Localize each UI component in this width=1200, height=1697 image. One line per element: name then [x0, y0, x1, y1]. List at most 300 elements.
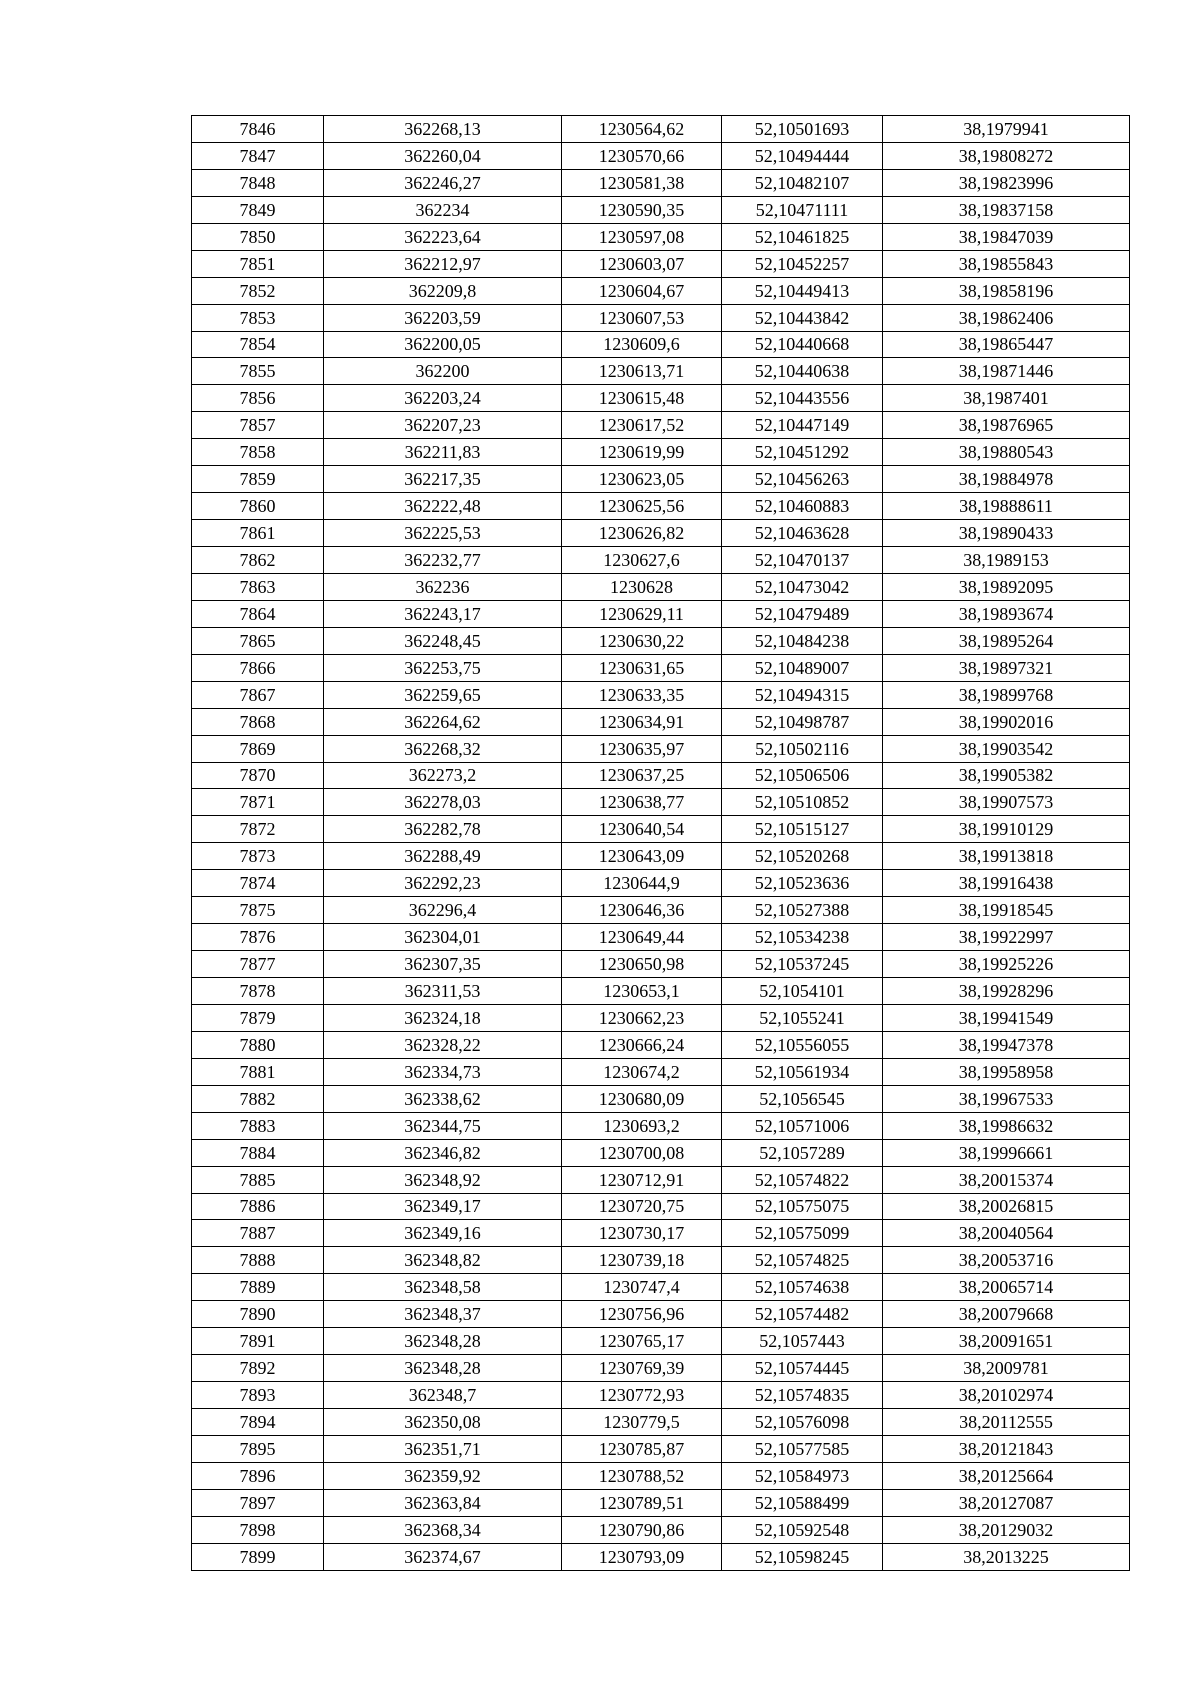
latitude-cell: 52,10494315 [722, 681, 883, 708]
table-row [192, 681, 1130, 708]
longitude-cell: 38,20102974 [883, 1382, 1130, 1409]
y-coordinate-cell: 1230627,6 [562, 547, 722, 574]
table-row [192, 385, 1130, 412]
table-row [192, 654, 1130, 681]
latitude-cell: 52,10576098 [722, 1409, 883, 1436]
latitude-cell: 52,10501693 [722, 116, 883, 143]
longitude-cell: 38,19916438 [883, 870, 1130, 897]
y-coordinate-cell: 1230720,75 [562, 1193, 722, 1220]
latitude-cell: 52,10575075 [722, 1193, 883, 1220]
point-number-cell: 7858 [192, 439, 324, 466]
y-coordinate-cell: 1230638,77 [562, 789, 722, 816]
x-coordinate-cell: 362363,84 [324, 1489, 562, 1516]
table-row [192, 520, 1130, 547]
point-number-cell: 7886 [192, 1193, 324, 1220]
longitude-cell: 38,20015374 [883, 1166, 1130, 1193]
table-row [192, 466, 1130, 493]
table-row [192, 1516, 1130, 1543]
latitude-cell: 52,1057289 [722, 1139, 883, 1166]
latitude-cell: 52,1056545 [722, 1085, 883, 1112]
latitude-cell: 52,10574822 [722, 1166, 883, 1193]
point-number-cell: 7879 [192, 1004, 324, 1031]
y-coordinate-cell: 1230613,71 [562, 358, 722, 385]
latitude-cell: 52,10452257 [722, 250, 883, 277]
latitude-cell: 52,10482107 [722, 169, 883, 196]
table-row [192, 843, 1130, 870]
x-coordinate-cell: 362296,4 [324, 897, 562, 924]
longitude-cell: 38,2009781 [883, 1355, 1130, 1382]
table-row [192, 1112, 1130, 1139]
table-row [192, 1004, 1130, 1031]
x-coordinate-cell: 362203,24 [324, 385, 562, 412]
longitude-cell: 38,19823996 [883, 169, 1130, 196]
point-number-cell: 7876 [192, 924, 324, 951]
table-row [192, 304, 1130, 331]
point-number-cell: 7892 [192, 1355, 324, 1382]
y-coordinate-cell: 1230643,09 [562, 843, 722, 870]
latitude-cell: 52,10574825 [722, 1247, 883, 1274]
latitude-cell: 52,10506506 [722, 762, 883, 789]
y-coordinate-cell: 1230590,35 [562, 196, 722, 223]
table-row [192, 1193, 1130, 1220]
y-coordinate-cell: 1230785,87 [562, 1435, 722, 1462]
x-coordinate-cell: 362311,53 [324, 978, 562, 1005]
latitude-cell: 52,10520268 [722, 843, 883, 870]
latitude-cell: 52,10510852 [722, 789, 883, 816]
point-number-cell: 7898 [192, 1516, 324, 1543]
longitude-cell: 38,19918545 [883, 897, 1130, 924]
y-coordinate-cell: 1230631,65 [562, 654, 722, 681]
longitude-cell: 38,19847039 [883, 223, 1130, 250]
x-coordinate-cell: 362374,67 [324, 1543, 562, 1570]
table-row [192, 600, 1130, 627]
longitude-cell: 38,1987401 [883, 385, 1130, 412]
y-coordinate-cell: 1230629,11 [562, 600, 722, 627]
x-coordinate-cell: 362234 [324, 196, 562, 223]
y-coordinate-cell: 1230756,96 [562, 1301, 722, 1328]
x-coordinate-cell: 362243,17 [324, 600, 562, 627]
y-coordinate-cell: 1230626,82 [562, 520, 722, 547]
point-number-cell: 7860 [192, 493, 324, 520]
point-number-cell: 7896 [192, 1462, 324, 1489]
x-coordinate-cell: 362248,45 [324, 627, 562, 654]
y-coordinate-cell: 1230607,53 [562, 304, 722, 331]
longitude-cell: 38,19871446 [883, 358, 1130, 385]
coordinates-table-body [192, 116, 1130, 1571]
x-coordinate-cell: 362334,73 [324, 1058, 562, 1085]
x-coordinate-cell: 362282,78 [324, 816, 562, 843]
x-coordinate-cell: 362268,32 [324, 735, 562, 762]
table-row [192, 1301, 1130, 1328]
x-coordinate-cell: 362304,01 [324, 924, 562, 951]
y-coordinate-cell: 1230765,17 [562, 1328, 722, 1355]
y-coordinate-cell: 1230628 [562, 573, 722, 600]
longitude-cell: 38,20065714 [883, 1274, 1130, 1301]
y-coordinate-cell: 1230635,97 [562, 735, 722, 762]
y-coordinate-cell: 1230646,36 [562, 897, 722, 924]
table-row [192, 627, 1130, 654]
longitude-cell: 38,19947378 [883, 1031, 1130, 1058]
table-row [192, 1031, 1130, 1058]
table-row [192, 1328, 1130, 1355]
point-number-cell: 7897 [192, 1489, 324, 1516]
longitude-cell: 38,20040564 [883, 1220, 1130, 1247]
longitude-cell: 38,19910129 [883, 816, 1130, 843]
x-coordinate-cell: 362368,34 [324, 1516, 562, 1543]
point-number-cell: 7874 [192, 870, 324, 897]
table-row [192, 1166, 1130, 1193]
y-coordinate-cell: 1230637,25 [562, 762, 722, 789]
x-coordinate-cell: 362348,7 [324, 1382, 562, 1409]
x-coordinate-cell: 362348,92 [324, 1166, 562, 1193]
y-coordinate-cell: 1230649,44 [562, 924, 722, 951]
longitude-cell: 38,19928296 [883, 978, 1130, 1005]
point-number-cell: 7849 [192, 196, 324, 223]
point-number-cell: 7887 [192, 1220, 324, 1247]
latitude-cell: 52,10574445 [722, 1355, 883, 1382]
y-coordinate-cell: 1230634,91 [562, 708, 722, 735]
y-coordinate-cell: 1230644,9 [562, 870, 722, 897]
y-coordinate-cell: 1230772,93 [562, 1382, 722, 1409]
latitude-cell: 52,10494444 [722, 142, 883, 169]
longitude-cell: 38,19941549 [883, 1004, 1130, 1031]
y-coordinate-cell: 1230674,2 [562, 1058, 722, 1085]
table-row [192, 1058, 1130, 1085]
x-coordinate-cell: 362348,28 [324, 1328, 562, 1355]
x-coordinate-cell: 362346,82 [324, 1139, 562, 1166]
longitude-cell: 38,19893674 [883, 600, 1130, 627]
latitude-cell: 52,10577585 [722, 1435, 883, 1462]
longitude-cell: 38,19884978 [883, 466, 1130, 493]
latitude-cell: 52,10473042 [722, 573, 883, 600]
table-row [192, 331, 1130, 358]
table-row [192, 493, 1130, 520]
point-number-cell: 7855 [192, 358, 324, 385]
table-row [192, 762, 1130, 789]
longitude-cell: 38,19958958 [883, 1058, 1130, 1085]
point-number-cell: 7888 [192, 1247, 324, 1274]
point-number-cell: 7847 [192, 142, 324, 169]
point-number-cell: 7846 [192, 116, 324, 143]
y-coordinate-cell: 1230779,5 [562, 1409, 722, 1436]
x-coordinate-cell: 362200,05 [324, 331, 562, 358]
point-number-cell: 7877 [192, 951, 324, 978]
table-row [192, 169, 1130, 196]
longitude-cell: 38,19996661 [883, 1139, 1130, 1166]
table-row [192, 1220, 1130, 1247]
x-coordinate-cell: 362349,17 [324, 1193, 562, 1220]
table-row [192, 1085, 1130, 1112]
point-number-cell: 7891 [192, 1328, 324, 1355]
point-number-cell: 7882 [192, 1085, 324, 1112]
table-row [192, 439, 1130, 466]
coordinates-table [191, 115, 1130, 1571]
latitude-cell: 52,10598245 [722, 1543, 883, 1570]
x-coordinate-cell: 362246,27 [324, 169, 562, 196]
point-number-cell: 7854 [192, 331, 324, 358]
x-coordinate-cell: 362359,92 [324, 1462, 562, 1489]
y-coordinate-cell: 1230604,67 [562, 277, 722, 304]
point-number-cell: 7857 [192, 412, 324, 439]
table-row [192, 1355, 1130, 1382]
table-row [192, 1247, 1130, 1274]
latitude-cell: 52,10484238 [722, 627, 883, 654]
x-coordinate-cell: 362209,8 [324, 277, 562, 304]
y-coordinate-cell: 1230662,23 [562, 1004, 722, 1031]
x-coordinate-cell: 362232,77 [324, 547, 562, 574]
table-row [192, 924, 1130, 951]
y-coordinate-cell: 1230680,09 [562, 1085, 722, 1112]
y-coordinate-cell: 1230712,91 [562, 1166, 722, 1193]
latitude-cell: 52,10461825 [722, 223, 883, 250]
longitude-cell: 38,19890433 [883, 520, 1130, 547]
y-coordinate-cell: 1230769,39 [562, 1355, 722, 1382]
point-number-cell: 7865 [192, 627, 324, 654]
y-coordinate-cell: 1230730,17 [562, 1220, 722, 1247]
table-row [192, 816, 1130, 843]
table-row [192, 1435, 1130, 1462]
latitude-cell: 52,10574835 [722, 1382, 883, 1409]
table-row [192, 789, 1130, 816]
latitude-cell: 52,10460883 [722, 493, 883, 520]
table-row [192, 1409, 1130, 1436]
point-number-cell: 7890 [192, 1301, 324, 1328]
longitude-cell: 38,1979941 [883, 116, 1130, 143]
y-coordinate-cell: 1230630,22 [562, 627, 722, 654]
y-coordinate-cell: 1230653,1 [562, 978, 722, 1005]
table-row [192, 223, 1130, 250]
longitude-cell: 38,20121843 [883, 1435, 1130, 1462]
longitude-cell: 38,20026815 [883, 1193, 1130, 1220]
x-coordinate-cell: 362203,59 [324, 304, 562, 331]
latitude-cell: 52,10449413 [722, 277, 883, 304]
longitude-cell: 38,19865447 [883, 331, 1130, 358]
latitude-cell: 52,10592548 [722, 1516, 883, 1543]
longitude-cell: 38,19922997 [883, 924, 1130, 951]
x-coordinate-cell: 362348,82 [324, 1247, 562, 1274]
x-coordinate-cell: 362268,13 [324, 116, 562, 143]
longitude-cell: 38,19905382 [883, 762, 1130, 789]
longitude-cell: 38,19899768 [883, 681, 1130, 708]
x-coordinate-cell: 362211,83 [324, 439, 562, 466]
x-coordinate-cell: 362328,22 [324, 1031, 562, 1058]
latitude-cell: 52,10574638 [722, 1274, 883, 1301]
longitude-cell: 38,20129032 [883, 1516, 1130, 1543]
point-number-cell: 7895 [192, 1435, 324, 1462]
point-number-cell: 7848 [192, 169, 324, 196]
table-row [192, 1274, 1130, 1301]
point-number-cell: 7885 [192, 1166, 324, 1193]
x-coordinate-cell: 362264,62 [324, 708, 562, 735]
latitude-cell: 52,1057443 [722, 1328, 883, 1355]
latitude-cell: 52,10523636 [722, 870, 883, 897]
point-number-cell: 7866 [192, 654, 324, 681]
longitude-cell: 38,20053716 [883, 1247, 1130, 1274]
x-coordinate-cell: 362278,03 [324, 789, 562, 816]
point-number-cell: 7884 [192, 1139, 324, 1166]
x-coordinate-cell: 362225,53 [324, 520, 562, 547]
table-row [192, 978, 1130, 1005]
table-row [192, 412, 1130, 439]
longitude-cell: 38,19897321 [883, 654, 1130, 681]
point-number-cell: 7853 [192, 304, 324, 331]
y-coordinate-cell: 1230597,08 [562, 223, 722, 250]
y-coordinate-cell: 1230739,18 [562, 1247, 722, 1274]
y-coordinate-cell: 1230747,4 [562, 1274, 722, 1301]
y-coordinate-cell: 1230609,6 [562, 331, 722, 358]
x-coordinate-cell: 362212,97 [324, 250, 562, 277]
point-number-cell: 7881 [192, 1058, 324, 1085]
y-coordinate-cell: 1230788,52 [562, 1462, 722, 1489]
point-number-cell: 7852 [192, 277, 324, 304]
table-row [192, 1462, 1130, 1489]
table-row [192, 708, 1130, 735]
longitude-cell: 38,19913818 [883, 843, 1130, 870]
table-row [192, 1489, 1130, 1516]
latitude-cell: 52,10479489 [722, 600, 883, 627]
point-number-cell: 7869 [192, 735, 324, 762]
x-coordinate-cell: 362307,35 [324, 951, 562, 978]
point-number-cell: 7875 [192, 897, 324, 924]
latitude-cell: 52,10463628 [722, 520, 883, 547]
y-coordinate-cell: 1230564,62 [562, 116, 722, 143]
longitude-cell: 38,19876965 [883, 412, 1130, 439]
latitude-cell: 52,10574482 [722, 1301, 883, 1328]
y-coordinate-cell: 1230603,07 [562, 250, 722, 277]
longitude-cell: 38,19858196 [883, 277, 1130, 304]
x-coordinate-cell: 362344,75 [324, 1112, 562, 1139]
point-number-cell: 7851 [192, 250, 324, 277]
longitude-cell: 38,19837158 [883, 196, 1130, 223]
point-number-cell: 7867 [192, 681, 324, 708]
y-coordinate-cell: 1230640,54 [562, 816, 722, 843]
point-number-cell: 7861 [192, 520, 324, 547]
longitude-cell: 38,19808272 [883, 142, 1130, 169]
x-coordinate-cell: 362350,08 [324, 1409, 562, 1436]
table-row [192, 573, 1130, 600]
y-coordinate-cell: 1230581,38 [562, 169, 722, 196]
table-row [192, 897, 1130, 924]
latitude-cell: 52,1055241 [722, 1004, 883, 1031]
latitude-cell: 52,10443842 [722, 304, 883, 331]
latitude-cell: 52,10527388 [722, 897, 883, 924]
table-row [192, 1543, 1130, 1570]
point-number-cell: 7856 [192, 385, 324, 412]
point-number-cell: 7894 [192, 1409, 324, 1436]
latitude-cell: 52,10451292 [722, 439, 883, 466]
point-number-cell: 7873 [192, 843, 324, 870]
x-coordinate-cell: 362292,23 [324, 870, 562, 897]
x-coordinate-cell: 362200 [324, 358, 562, 385]
table-row [192, 196, 1130, 223]
x-coordinate-cell: 362236 [324, 573, 562, 600]
table-row [192, 358, 1130, 385]
x-coordinate-cell: 362288,49 [324, 843, 562, 870]
table-row [192, 735, 1130, 762]
table-row [192, 142, 1130, 169]
latitude-cell: 52,10456263 [722, 466, 883, 493]
point-number-cell: 7883 [192, 1112, 324, 1139]
y-coordinate-cell: 1230617,52 [562, 412, 722, 439]
y-coordinate-cell: 1230666,24 [562, 1031, 722, 1058]
longitude-cell: 38,20112555 [883, 1409, 1130, 1436]
latitude-cell: 52,1054101 [722, 978, 883, 1005]
longitude-cell: 38,19862406 [883, 304, 1130, 331]
y-coordinate-cell: 1230789,51 [562, 1489, 722, 1516]
point-number-cell: 7880 [192, 1031, 324, 1058]
table-row [192, 951, 1130, 978]
longitude-cell: 38,20127087 [883, 1489, 1130, 1516]
latitude-cell: 52,10440638 [722, 358, 883, 385]
point-number-cell: 7893 [192, 1382, 324, 1409]
point-number-cell: 7899 [192, 1543, 324, 1570]
latitude-cell: 52,10489007 [722, 654, 883, 681]
x-coordinate-cell: 362207,23 [324, 412, 562, 439]
x-coordinate-cell: 362348,28 [324, 1355, 562, 1382]
latitude-cell: 52,10584973 [722, 1462, 883, 1489]
table-row [192, 116, 1130, 143]
y-coordinate-cell: 1230650,98 [562, 951, 722, 978]
latitude-cell: 52,10534238 [722, 924, 883, 951]
y-coordinate-cell: 1230615,48 [562, 385, 722, 412]
point-number-cell: 7878 [192, 978, 324, 1005]
y-coordinate-cell: 1230619,99 [562, 439, 722, 466]
point-number-cell: 7864 [192, 600, 324, 627]
longitude-cell: 38,19967533 [883, 1085, 1130, 1112]
y-coordinate-cell: 1230793,09 [562, 1543, 722, 1570]
longitude-cell: 38,19895264 [883, 627, 1130, 654]
longitude-cell: 38,19902016 [883, 708, 1130, 735]
x-coordinate-cell: 362259,65 [324, 681, 562, 708]
x-coordinate-cell: 362324,18 [324, 1004, 562, 1031]
longitude-cell: 38,19986632 [883, 1112, 1130, 1139]
longitude-cell: 38,19907573 [883, 789, 1130, 816]
point-number-cell: 7870 [192, 762, 324, 789]
point-number-cell: 7859 [192, 466, 324, 493]
x-coordinate-cell: 362217,35 [324, 466, 562, 493]
y-coordinate-cell: 1230623,05 [562, 466, 722, 493]
latitude-cell: 52,10443556 [722, 385, 883, 412]
table-row [192, 1382, 1130, 1409]
latitude-cell: 52,10571006 [722, 1112, 883, 1139]
x-coordinate-cell: 362222,48 [324, 493, 562, 520]
point-number-cell: 7862 [192, 547, 324, 574]
latitude-cell: 52,10498787 [722, 708, 883, 735]
x-coordinate-cell: 362348,37 [324, 1301, 562, 1328]
x-coordinate-cell: 362349,16 [324, 1220, 562, 1247]
longitude-cell: 38,20125664 [883, 1462, 1130, 1489]
longitude-cell: 38,2013225 [883, 1543, 1130, 1570]
longitude-cell: 38,19880543 [883, 439, 1130, 466]
latitude-cell: 52,10561934 [722, 1058, 883, 1085]
x-coordinate-cell: 362273,2 [324, 762, 562, 789]
y-coordinate-cell: 1230700,08 [562, 1139, 722, 1166]
latitude-cell: 52,10502116 [722, 735, 883, 762]
x-coordinate-cell: 362253,75 [324, 654, 562, 681]
longitude-cell: 38,19925226 [883, 951, 1130, 978]
longitude-cell: 38,20079668 [883, 1301, 1130, 1328]
point-number-cell: 7889 [192, 1274, 324, 1301]
y-coordinate-cell: 1230790,86 [562, 1516, 722, 1543]
longitude-cell: 38,19855843 [883, 250, 1130, 277]
point-number-cell: 7863 [192, 573, 324, 600]
latitude-cell: 52,10575099 [722, 1220, 883, 1247]
x-coordinate-cell: 362223,64 [324, 223, 562, 250]
longitude-cell: 38,1989153 [883, 547, 1130, 574]
table-row [192, 547, 1130, 574]
x-coordinate-cell: 362351,71 [324, 1435, 562, 1462]
point-number-cell: 7872 [192, 816, 324, 843]
